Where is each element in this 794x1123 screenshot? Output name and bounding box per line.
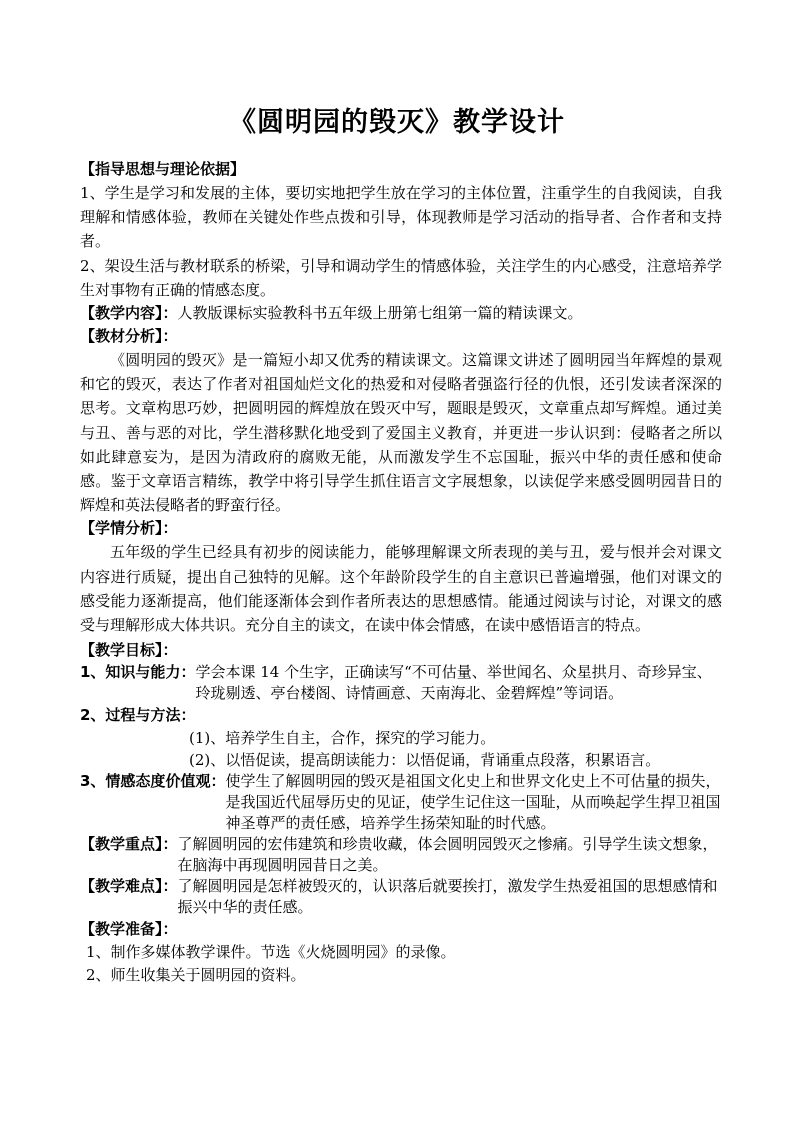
section-heading-difficult: 【教学难点】： (80, 877, 178, 896)
document-title: 《圆明园的毁灭》教学设计 (229, 107, 565, 138)
section-heading-guiding: 【指导思想与理论依据】 (80, 160, 246, 178)
key-text: 了解圆明园的宏伟建筑和珍贵收藏，体会圆明园毁灭之惨痛。引导学生读文想象，在脑海中再现圆明园昔日之美。 (177, 835, 718, 875)
students-paragraph: 五年级的学生已经具有初步的阅读能力，能够理解课文所表现的美与丑，爱与恨并会对课文内容进行质疑，提出自己独特的见解。这个年龄阶段学生的自主意识已普遍增强，他们对课文的感受能力逐渐提高，他们能逐渐体会到作者所表达的思想感情。能通过阅读与讨论，对课文的感受与理解形成大体共识。充分自主的读文，在读中体会情感，在读中感悟语言的特点。 (80, 543, 722, 635)
goal-attitude-text: 使学生了解圆明园的毁灭是祖国文化史上和世界文化史上不可估量的损失，是我国近代屈辱历史的见证，使学生记住这一国耻，从而唤起学生捍卫祖国神圣尊严的责任感，培养学生扬荣知耻的时代感。 (225, 772, 721, 833)
goal-process-item: (2)、以悟促读，提高朗读能力：以悟促诵，背诵重点段落，积累语言。 (189, 751, 661, 770)
guiding-paragraph-1: 1、学生是学习和发展的主体，要切实地把学生放在学习的主体位置，注重学生的自我阅读，自我理解和情感体验，教师在关键处作些点拨和引导，体现教师是学习活动的指导者、合作者和支持者。 (80, 184, 722, 251)
section-heading-goals: 【教学目标】： (80, 641, 178, 660)
section-heading-prep: 【教学准备】： (80, 920, 178, 939)
difficult-text: 了解圆明园是怎样被毁灭的，认识落后就要挨打，激发学生热爱祖国的思想感情和振兴中华的责任感。 (177, 877, 718, 917)
material-paragraph: 《圆明园的毁灭》是一篇短小却又优秀的精读课文。这篇课文讲述了圆明园当年辉煌的景观和它的毁灭，表达了作者对祖国灿烂文化的热爱和对侵略者强盗行径的仇恨，还引发读者深深的思考。文章构思巧妙，把圆明园的辉煌放在毁灭中写，题眼是毁灭，文章重点却写辉煌。通过美与丑、善与恶的对比，学生潜移默化地受到了爱国主义教育，并更进一步认识到：侵略者之所以如此肆意妄为，是因为清政府的腐败无能，从而激发学生不忘国耻，振兴中华的责任感和使命感。鉴于文章语言精练，教学中将引导学生抓住语言文字展想象，以读促学来感受圆明园昔日的辉煌和英法侵略者的野蛮行径。 (80, 351, 722, 515)
goal-knowledge-label: 1、知识与能力： (80, 663, 196, 682)
prep-item: 1、制作多媒体教学课件。节选《火烧圆明园》的录像。 (86, 943, 456, 962)
difficult-section (80, 876, 722, 918)
section-heading-students: 【学情分析】： (80, 519, 178, 538)
content-text: 人教版课标实验教科书五年级上册第七组第一篇的精读课文。 (177, 304, 583, 323)
prep-item: 2、师生收集关于圆明园的资料。 (86, 966, 306, 985)
goal-knowledge-text: 学会本课 14 个生字，正确读写“不可估量、举世闻名、众星拱月、奇珍异宝、玲珑剔透、亭台楼阁、诗情画意、天南海北、金碧辉煌”等词语。 (195, 663, 712, 703)
goal-knowledge (80, 662, 722, 704)
document-body (80, 158, 722, 987)
section-heading-content: 【教学内容】： (80, 304, 178, 323)
goal-attitude (80, 771, 722, 834)
guiding-paragraph-2: 2、架设生活与教材联系的桥梁，引导和调动学生的情感体验，关注学生的内心感受，注意培养学生对事物有正确的情感态度。 (80, 256, 722, 299)
goal-process-item: (1)、培养学生自主，合作，探究的学习能力。 (189, 729, 496, 748)
content-section (80, 302, 722, 325)
key-section (80, 834, 722, 876)
goal-process-label: 2、过程与方法： (80, 706, 196, 725)
section-heading-key: 【教学重点】： (80, 835, 178, 854)
section-heading-material: 【教材分析】： (80, 327, 178, 346)
goal-attitude-label: 3、情感态度价值观： (80, 772, 226, 791)
